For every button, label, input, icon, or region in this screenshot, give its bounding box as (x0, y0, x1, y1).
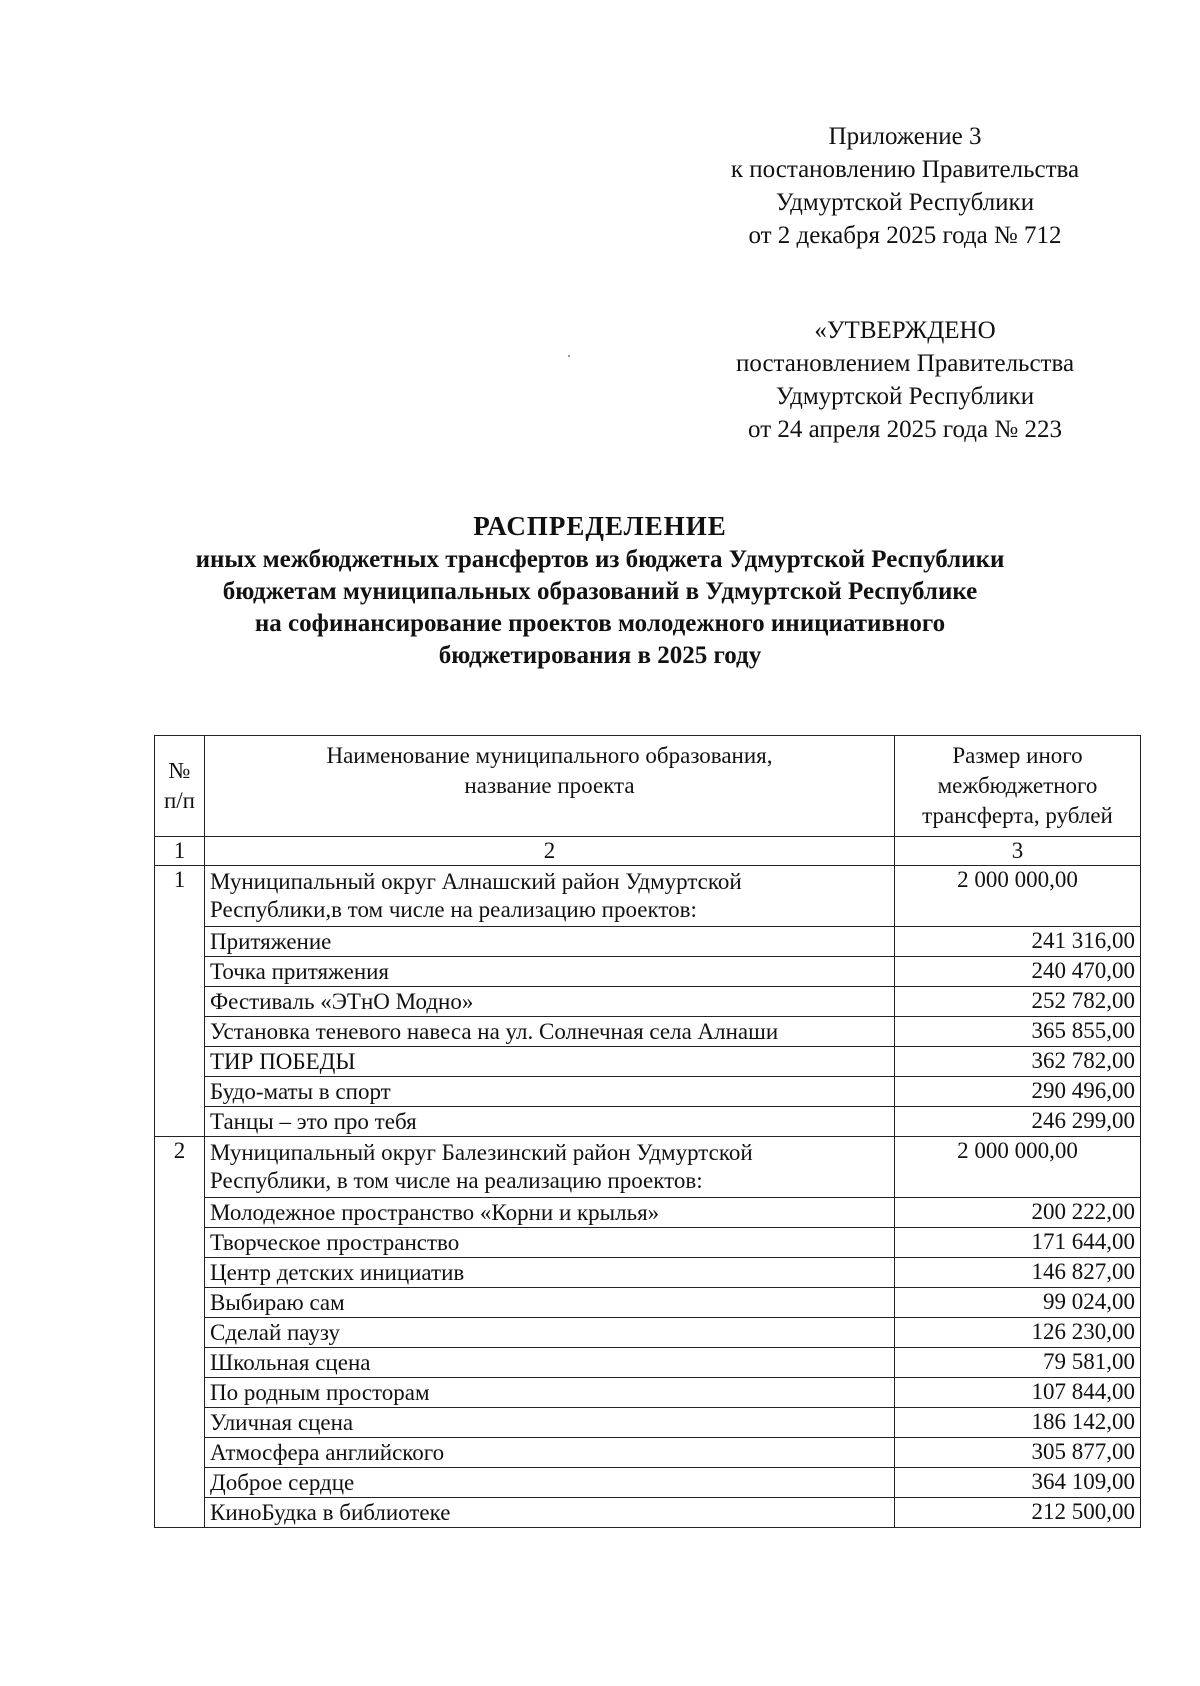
project-row (155, 1077, 1141, 1107)
project-row (155, 1047, 1141, 1077)
project-name: Притяжение (205, 927, 895, 957)
header-amount-line: трансферта, рублей (922, 803, 1113, 828)
project-amount: 99 024,00 (895, 1288, 1141, 1318)
project-row (155, 1438, 1141, 1468)
project-row (155, 1348, 1141, 1378)
header-name-line: Наименование муниципального образования, (326, 743, 773, 768)
project-amount: 212 500,00 (895, 1498, 1141, 1528)
municipality-name (205, 866, 895, 927)
project-row (155, 1258, 1141, 1288)
title-line: на софинансирование проектов молодежного инициативного (254, 610, 946, 637)
project-row (155, 1498, 1141, 1528)
project-name: Сделай паузу (205, 1318, 895, 1348)
project-amount: 171 644,00 (895, 1228, 1141, 1258)
project-amount: 240 470,00 (895, 957, 1141, 987)
project-name: По родным просторам (205, 1378, 895, 1408)
column-number: 1 (155, 837, 205, 866)
municipality-name-line: Муниципальный округ Балезинский район Удмуртской (210, 1140, 753, 1165)
project-row (155, 1408, 1141, 1438)
approved-line: Удмуртской Республики (775, 383, 1035, 410)
municipality-name (205, 1137, 895, 1198)
project-name: Молодежное пространство «Корни и крылья» (205, 1198, 895, 1228)
title-main: РАСПРЕДЕЛЕНИЕ (473, 511, 727, 541)
project-name: Уличная сцена (205, 1408, 895, 1438)
approved-line: «УТВЕРЖДЕНО (814, 317, 996, 344)
project-amount: 362 782,00 (895, 1047, 1141, 1077)
project-row (155, 1017, 1141, 1047)
project-name: Точка притяжения (205, 957, 895, 987)
appendix-line: от 2 декабря 2025 года № 712 (748, 222, 1062, 249)
project-row (155, 1198, 1141, 1228)
project-name: Атмосфера английского (205, 1438, 895, 1468)
project-name: Центр детских инициатив (205, 1258, 895, 1288)
project-row (155, 1228, 1141, 1258)
appendix-header (680, 120, 1130, 252)
project-amount: 186 142,00 (895, 1408, 1141, 1438)
project-row (155, 1468, 1141, 1498)
distribution-table (154, 735, 1141, 1528)
project-amount: 200 222,00 (895, 1198, 1141, 1228)
header-num-line: п/п (163, 788, 195, 813)
header-name-line: название проекта (464, 773, 635, 798)
appendix-line: к постановлению Правительства (730, 156, 1080, 183)
project-row (155, 987, 1141, 1017)
document-title (100, 510, 1100, 672)
project-name: Творческое пространство (205, 1228, 895, 1258)
appendix-line: Удмуртской Республики (775, 189, 1035, 216)
table-body (155, 736, 1141, 1528)
project-amount: 305 877,00 (895, 1438, 1141, 1468)
project-row (155, 1288, 1141, 1318)
project-amount: 365 855,00 (895, 1017, 1141, 1047)
project-amount: 107 844,00 (895, 1378, 1141, 1408)
project-amount: 252 782,00 (895, 987, 1141, 1017)
project-name: Танцы – это про тебя (205, 1107, 895, 1137)
title-line: бюджетирования в 2025 году (438, 642, 762, 669)
header-amount-line: Размер иного (952, 743, 1083, 768)
project-row (155, 927, 1141, 957)
project-row (155, 1378, 1141, 1408)
header-amount (895, 736, 1141, 837)
title-line: бюджетам муниципальных образований в Удмуртской Республике (222, 578, 978, 605)
project-name: Школьная сцена (205, 1348, 895, 1378)
scan-dot (568, 355, 570, 357)
approved-line: постановлением Правительства (735, 350, 1075, 377)
project-name: ТИР ПОБЕДЫ (205, 1047, 895, 1077)
project-amount: 146 827,00 (895, 1258, 1141, 1288)
project-amount: 246 299,00 (895, 1107, 1141, 1137)
municipality-row (155, 1137, 1141, 1198)
header-num-line: № (168, 758, 191, 783)
municipality-total: 2 000 000,00 (895, 866, 1141, 927)
project-name: Доброе сердце (205, 1468, 895, 1498)
project-name: Фестиваль «ЭТнО Модно» (205, 987, 895, 1017)
appendix-line: Приложение 3 (828, 123, 982, 150)
project-amount: 241 316,00 (895, 927, 1141, 957)
municipality-total: 2 000 000,00 (895, 1137, 1141, 1198)
project-row (155, 1318, 1141, 1348)
row-number: 1 (155, 866, 205, 1137)
project-name: Выбираю сам (205, 1288, 895, 1318)
table-header-row (155, 736, 1141, 837)
title-line: иных межбюджетных трансфертов из бюджета Удмуртской Республики (195, 546, 1005, 573)
row-number: 2 (155, 1137, 205, 1528)
municipality-row (155, 866, 1141, 927)
project-amount: 290 496,00 (895, 1077, 1141, 1107)
municipality-name-line: Республики, в том числе на реализацию проектов: (210, 1168, 703, 1193)
approved-line: от 24 апреля 2025 года № 223 (748, 416, 1062, 443)
header-amount-line: межбюджетного (937, 773, 1098, 798)
header-num (155, 736, 205, 837)
project-row (155, 1107, 1141, 1137)
project-name: Будо-маты в спорт (205, 1077, 895, 1107)
column-number: 3 (895, 837, 1141, 866)
column-number: 2 (205, 837, 895, 866)
project-row (155, 957, 1141, 987)
approved-header (680, 314, 1130, 446)
project-name: КиноБудка в библиотеке (205, 1498, 895, 1528)
municipality-name-line: Муниципальный округ Алнашский район Удмуртской (210, 869, 742, 894)
project-amount: 79 581,00 (895, 1348, 1141, 1378)
municipality-name-line: Республики,в том числе на реализацию проектов: (210, 897, 697, 922)
column-number-row (155, 837, 1141, 866)
project-name: Установка теневого навеса на ул. Солнечная села Алнаши (205, 1017, 895, 1047)
project-amount: 126 230,00 (895, 1318, 1141, 1348)
project-amount: 364 109,00 (895, 1468, 1141, 1498)
header-name (205, 736, 895, 837)
